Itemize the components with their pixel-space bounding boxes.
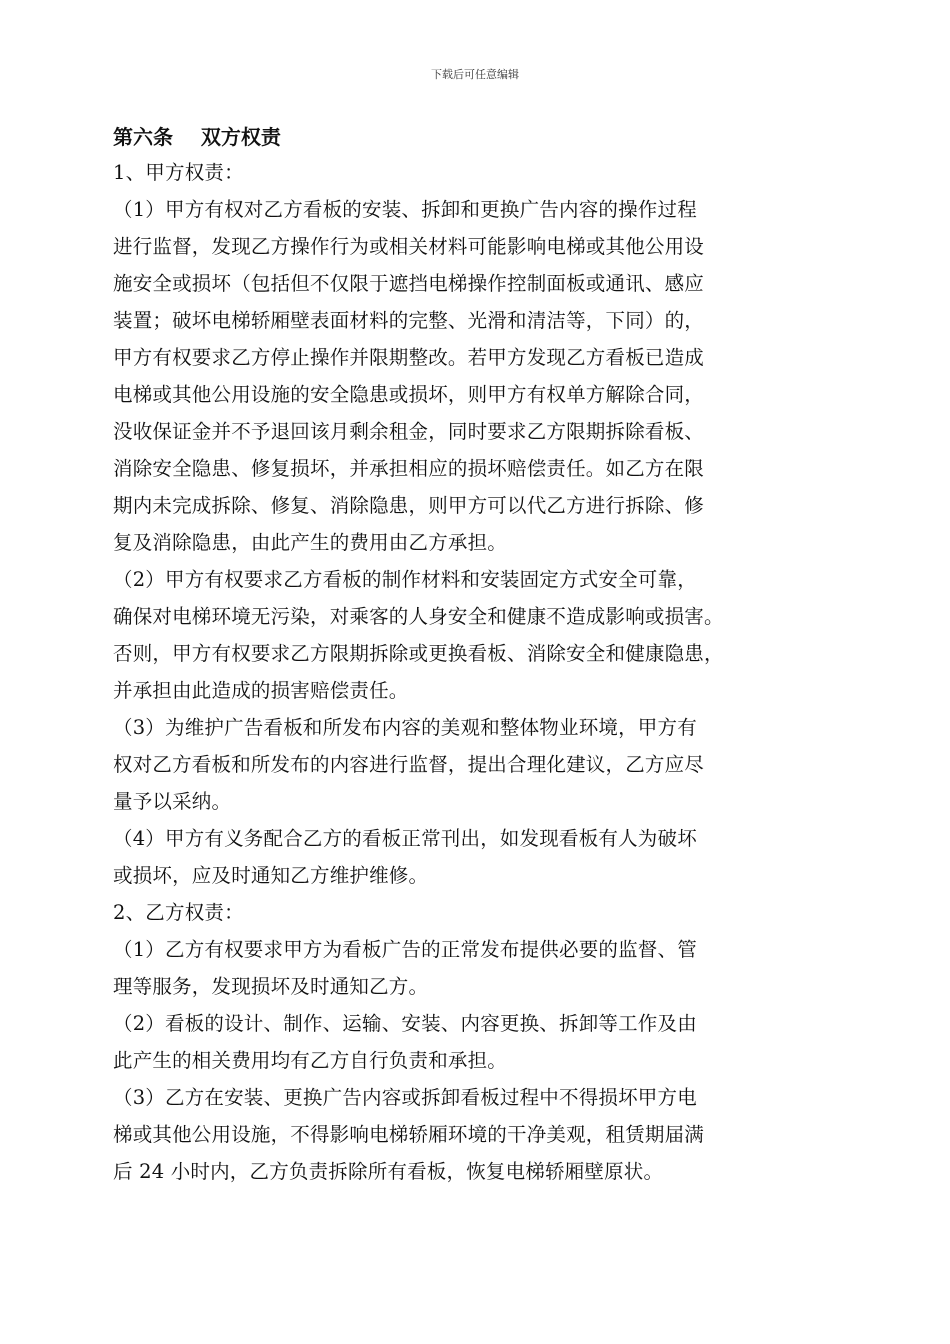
text-line: （3）为维护广告看板和所发布内容的美观和整体物业环境，甲方有	[113, 716, 697, 739]
section-title: 第六条 双方权责	[113, 125, 281, 149]
text-line: 并承担由此造成的损害赔偿责任。	[113, 679, 409, 702]
text-line: 或损坏，应及时通知乙方维护维修。	[113, 864, 429, 887]
text-line: 梯或其他公用设施，不得影响电梯轿厢环境的干净美观，租赁期届满	[113, 1123, 705, 1146]
text-line: （2）甲方有权要求乙方看板的制作材料和安装固定方式安全可靠，	[113, 568, 697, 591]
text-line: （4）甲方有义务配合乙方的看板正常刊出，如发现看板有人为破坏	[113, 827, 697, 850]
text-line: 施安全或损坏（包括但不仅限于遮挡电梯操作控制面板或通讯、感应	[113, 272, 705, 295]
text-line: 权对乙方看板和所发布的内容进行监督，提出合理化建议，乙方应尽	[113, 753, 705, 776]
text-line: 确保对电梯环境无污染，对乘客的人身安全和健康不造成影响或损害。	[113, 605, 724, 628]
text-line: （2）看板的设计、制作、运输、安装、内容更换、拆卸等工作及由	[113, 1012, 697, 1035]
document-body	[113, 120, 848, 1190]
page-header: 下载后可任意编辑	[431, 68, 519, 81]
text-line: 复及消除隐患，由此产生的费用由乙方承担。	[113, 531, 508, 554]
text-line: 否则，甲方有权要求乙方限期拆除或更换看板、消除安全和健康隐患，	[113, 642, 724, 665]
text-line: 理等服务，发现损坏及时通知乙方。	[113, 975, 429, 998]
text-line: 2、乙方权责：	[113, 901, 244, 924]
text-line: 装置；破坏电梯轿厢壁表面材料的完整、光滑和清洁等，下同）的，	[113, 309, 705, 332]
text-line: 甲方有权要求乙方停止操作并限期整改。若甲方发现乙方看板已造成	[113, 346, 705, 369]
text-line: 量予以采纳。	[113, 790, 232, 813]
text-line: （1）甲方有权对乙方看板的安装、拆卸和更换广告内容的操作过程	[113, 198, 697, 221]
text-line: 后 24 小时内，乙方负责拆除所有看板，恢复电梯轿厢壁原状。	[113, 1160, 664, 1183]
text-line: 进行监督，发现乙方操作行为或相关材料可能影响电梯或其他公用设	[113, 235, 705, 258]
text-line: （1）乙方有权要求甲方为看板广告的正常发布提供必要的监督、管	[113, 938, 697, 961]
text-line: 1、甲方权责：	[113, 161, 244, 184]
text-line: （3）乙方在安装、更换广告内容或拆卸看板过程中不得损坏甲方电	[113, 1086, 697, 1109]
text-line: 没收保证金并不予退回该月剩余租金，同时要求乙方限期拆除看板、	[113, 420, 705, 443]
text-line: 此产生的相关费用均有乙方自行负责和承担。	[113, 1049, 508, 1072]
text-line: 期内未完成拆除、修复、消除隐患，则甲方可以代乙方进行拆除、修	[113, 494, 705, 517]
text-line: 电梯或其他公用设施的安全隐患或损坏，则甲方有权单方解除合同，	[113, 383, 705, 406]
text-line: 消除安全隐患、修复损坏，并承担相应的损坏赔偿责任。如乙方在限	[113, 457, 705, 480]
